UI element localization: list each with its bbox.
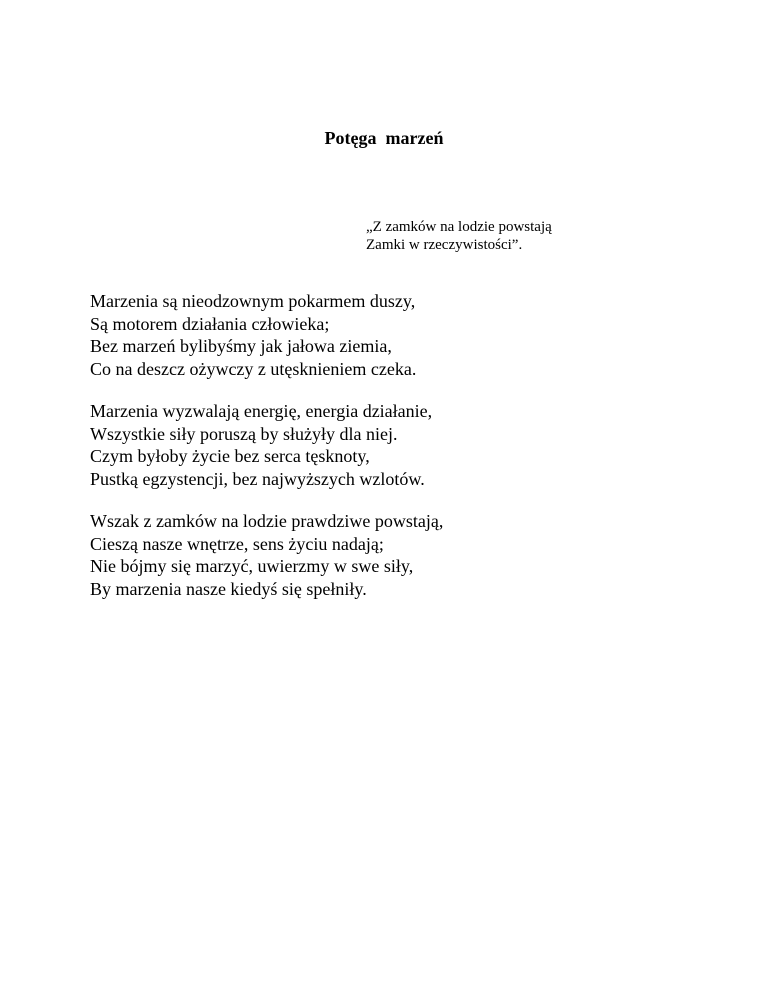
stanza-2: [90, 400, 432, 490]
epigraph-line: „Z zamków na lodzie powstają: [366, 219, 552, 235]
verse-line: Co na deszcz ożywczy z utęsknieniem czeka.: [90, 358, 417, 379]
verse-line: By marzenia nasze kiedyś się spełniły.: [90, 578, 367, 599]
verse-line: Pustką egzystencji, bez najwyższych wzlotów.: [90, 468, 425, 489]
stanza-3: [90, 510, 443, 600]
verse-line: Marzenia są nieodzownym pokarmem duszy,: [90, 291, 416, 311]
verse-line: Nie bójmy się marzyć, uwierzmy w swe siły,: [90, 556, 414, 576]
verse-line: Cieszą nasze wnętrze, sens życiu nadają;: [90, 533, 384, 554]
verse-line: Bez marzeń bylibyśmy jak jałowa ziemia,: [90, 336, 392, 356]
verse-line: Czym byłoby życie bez serca tęsknoty,: [90, 446, 370, 466]
verse-line: Są motorem działania człowieka;: [90, 313, 330, 334]
verse-line: Wszak z zamków na lodzie prawdziwe powstają,: [90, 511, 444, 531]
poem-title: Potęga marzeń: [324, 128, 444, 148]
epigraph: [366, 218, 552, 254]
stanza-1: [90, 290, 416, 380]
verse-line: Marzenia wyzwalają energię, energia działanie,: [90, 401, 433, 421]
epigraph-line: Zamki w rzeczywistości”.: [366, 237, 523, 253]
verse-line: Wszystkie siły poruszą by służyły dla niej.: [90, 423, 398, 444]
